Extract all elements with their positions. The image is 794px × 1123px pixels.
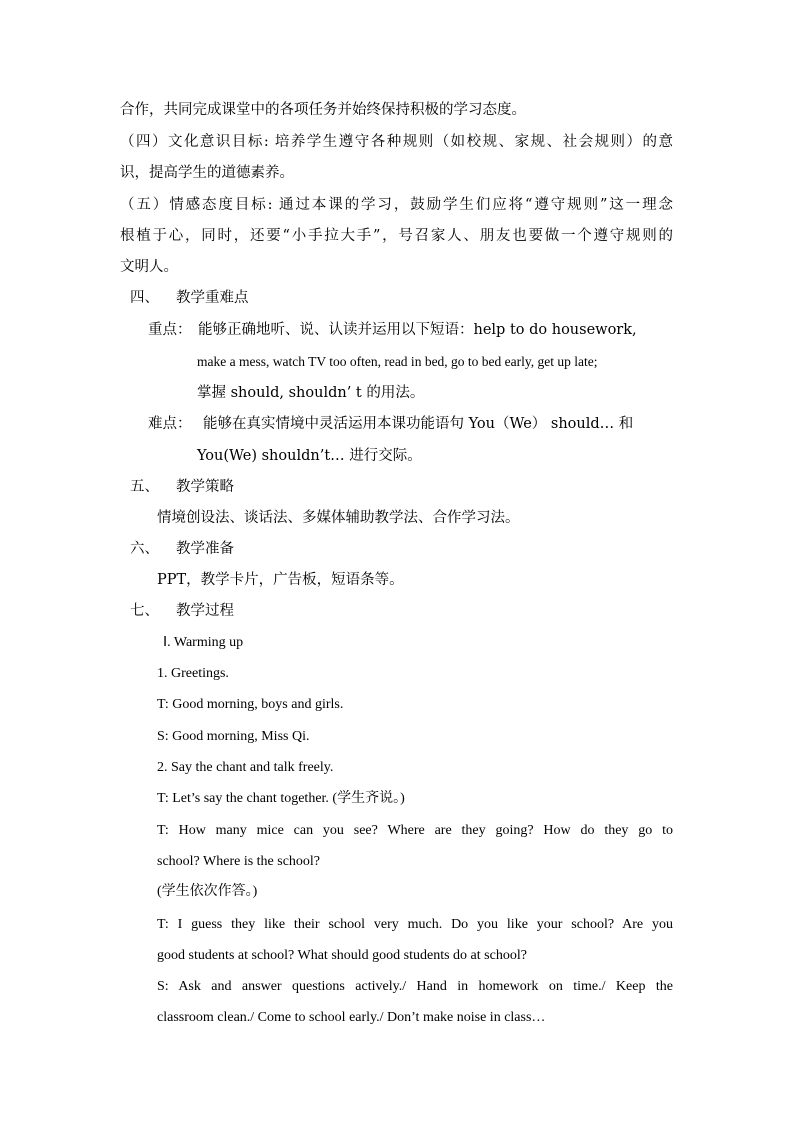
process-line: 1. Greetings. — [157, 666, 229, 681]
section-heading: 教学准备 — [176, 541, 234, 557]
section-number: 六、 — [130, 541, 159, 557]
step-heading: Ⅰ. Warming up — [163, 635, 244, 650]
process-line: 2. Say the chant and talk freely. — [157, 760, 334, 775]
key-point-text: 能够正确地听、说、认读并运用以下短语：help to do housework, — [198, 322, 637, 338]
process-line: S: Ask and answer questions actively./ Hand in homework on time./ Keep the — [157, 979, 673, 994]
key-point-grammar: 掌握 should, shouldn’ t 的用法。 — [197, 385, 425, 401]
paragraph-line: 文明人。 — [120, 259, 178, 275]
section-heading: 教学重难点 — [176, 290, 249, 306]
section-number: 四、 — [130, 290, 159, 306]
section-number: 七、 — [130, 603, 159, 619]
difficult-point-text: You(We) shouldn’t… 进行交际。 — [197, 448, 422, 464]
section-number: 五、 — [130, 479, 159, 495]
process-line: S: Good morning, Miss Qi. — [157, 729, 310, 744]
key-point-label: 重点： — [148, 322, 192, 338]
emotional-goal-line: （五）情感态度目标: 通过本课的学习，鼓励学生们应将“遵守规则”这一理念 — [120, 197, 673, 213]
process-line: T: Good morning, boys and girls. — [157, 697, 344, 712]
process-line: school? Where is the school? — [157, 854, 321, 869]
preparation-text: PPT，教学卡片，广告板，短语条等。 — [157, 572, 404, 588]
process-line: T: I guess they like their school very much. Do you like your school? Are you — [157, 917, 673, 932]
cultural-goal-line: （四）文化意识目标: 培养学生遵守各种规则（如校规、家规、社会规则）的意 — [120, 134, 673, 150]
process-line: classroom clean./ Come to school early./ Don’t make noise in class… — [157, 1010, 546, 1025]
process-line: T: How many mice can you see? Where are they going? How do they go to — [157, 823, 673, 838]
section-heading: 教学过程 — [176, 603, 234, 619]
difficult-point-text: 能够在真实情境中灵活运用本课功能语句 You（We） should… 和 — [203, 416, 634, 432]
section-heading: 教学策略 — [176, 479, 234, 495]
paragraph-line: 根植于心，同时，还要“小手拉大手”，号召家人、朋友也要做一个遵守规则的 — [120, 228, 673, 244]
process-line: T: Let’s say the chant together. (学生齐说。) — [157, 791, 405, 806]
process-line: (学生依次作答。) — [157, 884, 258, 899]
paragraph-line: 合作，共同完成课堂中的各项任务并始终保持积极的学习态度。 — [120, 102, 526, 118]
key-point-phrases: make a mess, watch TV too often, read in bed, go to bed early, get up late; — [197, 354, 598, 369]
strategy-text: 情境创设法、谈话法、多媒体辅助教学法、合作学习法。 — [157, 510, 520, 526]
paragraph-line: 识，提高学生的道德素养。 — [120, 165, 294, 181]
process-line: good students at school? What should good students do at school? — [157, 948, 527, 963]
difficult-point-label: 难点： — [148, 416, 192, 432]
